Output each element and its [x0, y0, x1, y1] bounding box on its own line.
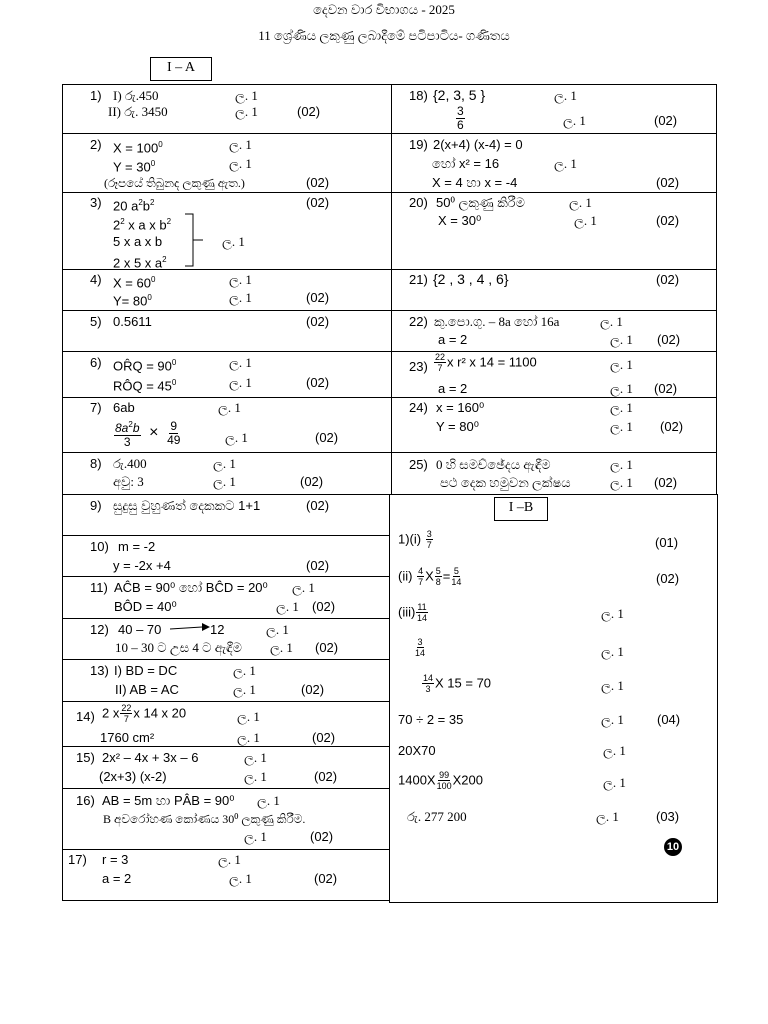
q4-answer-y: $Y= 80^0$ [113, 293, 152, 309]
q3-form-3: 2 x 5 x $a^2$ [113, 255, 167, 271]
q13-number: 13) [90, 663, 109, 678]
q3-form-2: 5 x a x b [113, 234, 163, 249]
q15-answer-a: 2x² – 4x + 3x – 6 [102, 750, 199, 765]
q3-answer: 20 $a^2b^2$ [113, 198, 155, 214]
q22-number: 22) [409, 314, 428, 329]
q23-answer-b: a = 2 [438, 381, 468, 396]
q12-mark-a: ල. 1 [266, 622, 289, 637]
q25-number: 25) [409, 457, 428, 472]
q14-answer-a: 2 x $\frac{22}{7}$ x 14 x 20 [102, 703, 187, 724]
pb-row6: 70 ÷ 2 = 35 [398, 712, 464, 727]
q25-answer-b: පථ දෙක හමුවන ලක්ෂය [440, 475, 571, 490]
pb-row8: 1400X $\frac{99}{100}$ X200 [398, 770, 483, 791]
q2-mark-y: ල. 1 [229, 156, 252, 171]
q23-mark-a: ල. 1 [610, 357, 633, 372]
q4-mark-y: ල. 1 [229, 290, 252, 305]
q2-answer-y: $Y = 30^0$ [113, 159, 156, 175]
q14-mark-a: ල. 1 [237, 709, 260, 724]
pb-row6-total: (04) [657, 712, 681, 727]
q11-answer-a: AĈB = 90⁰ හෝ BĈD = 20⁰ [114, 580, 268, 595]
q19-answer-c: X = 4 හා x = -4 [432, 175, 518, 190]
q9-number: 9) [90, 498, 102, 513]
q6-mark-b: ල. 1 [229, 375, 252, 390]
q15-number: 15) [76, 750, 95, 765]
q3-total: (02) [306, 195, 330, 210]
q7-number: 7) [90, 400, 102, 415]
q21-number: 21) [409, 272, 428, 287]
q11-answer-b: BÔD = 40⁰ [114, 599, 177, 614]
pb-row3: (iii) $\frac{11}{14}$ [398, 602, 427, 623]
q13-answer-b: II) AB = AC [115, 682, 179, 697]
q11-number: 11) [90, 580, 108, 595]
q10-answer-m: m = -2 [118, 539, 156, 554]
q13-mark-a: ල. 1 [233, 663, 256, 678]
q5-number: 5) [90, 314, 102, 329]
q15-mark-b: ල. 1 [244, 769, 267, 784]
q5-total: (02) [306, 314, 330, 329]
q2-total: (02) [306, 175, 330, 190]
q16-mark-a: ල. 1 [257, 793, 280, 808]
q11-mark-b: ල. 1 [276, 599, 299, 614]
q11-mark-a: ල. 1 [292, 580, 315, 595]
q22-answer-b: a = 2 [438, 332, 468, 347]
q8-mark-b: ල. 1 [213, 474, 236, 489]
q25-total: (02) [654, 475, 678, 490]
q2-answer-x: $X = 100^0$ [113, 140, 163, 156]
q1-answer-i: I) රු.450 [113, 88, 159, 103]
q18-number: 18) [409, 88, 428, 103]
q23-answer-a: $\frac{22}{7}$ x r² x 14 = 1100 [435, 352, 537, 373]
q6-answer-b: RÔQ = $45^0$ [113, 378, 177, 394]
q6-answer-a: OR̂Q = $90^0$ [113, 358, 177, 374]
q16-answer-b: B අවරෝහණ කෝණය 30⁰ ලකුණු කිරීම. [103, 812, 306, 826]
q25-mark-b: ල. 1 [610, 475, 633, 490]
q21-total: (02) [656, 272, 680, 287]
q9-answer: සුදුසු වුහුණත් දෙකකට 1+1 [113, 498, 261, 513]
q4-number: 4) [90, 272, 102, 287]
q19-number: 19) [409, 137, 428, 152]
q7-mark-b: ල. 1 [225, 430, 248, 445]
q24-mark-a: ල. 1 [610, 400, 633, 415]
q18-answer: {2, 3, 5 } [433, 87, 486, 103]
q18-mark-a: ල. 1 [554, 88, 577, 103]
q1-answer-ii: II) රු. 3450 [108, 104, 168, 119]
q3-brace [183, 212, 223, 270]
total-marks-badge: 10 [664, 838, 682, 856]
q22-answer-a: කු.පො.ගු. – 8a හෝ 16a [434, 314, 560, 329]
q20-answer-b: X = 30⁰ [438, 213, 482, 228]
q1-total: (02) [297, 104, 321, 119]
pb-row8-mark: ල. 1 [603, 775, 626, 790]
q23-number: 23) [409, 359, 428, 374]
q14-total: (02) [312, 730, 336, 745]
q12-answer-b: 10 – 30 ට උස 4 ට ඇඳීම [115, 640, 242, 655]
q12-total: (02) [315, 640, 339, 655]
pb-row9: රු. 277 200 [407, 809, 467, 824]
part-a-label: I – A [150, 57, 212, 81]
q1-number: 1) [90, 88, 102, 103]
q7-total: (02) [315, 430, 339, 445]
q18-mark-b: ල. 1 [563, 113, 586, 128]
q17-mark-r: ල. 1 [218, 852, 241, 867]
q20-mark-a: ල. 1 [569, 195, 592, 210]
q15-total: (02) [314, 769, 338, 784]
q3-mark: ල. 1 [222, 234, 245, 249]
q24-answer-b: Y = 80⁰ [436, 419, 479, 434]
q19-mark: ල. 1 [554, 156, 577, 171]
exam-subtitle: 11 ශ්‍රේණිය ලකුණු ලබාදීමේ පටිපාටිය- ගණිතය [258, 28, 510, 43]
q20-number: 20) [409, 195, 428, 210]
q12-answer-a: 40 – 70 [118, 622, 162, 637]
q13-total: (02) [301, 682, 325, 697]
q21-answer: {2 , 3 , 4 , 6} [433, 271, 509, 287]
pb-row6-mark: ල. 1 [601, 712, 624, 727]
q11-total: (02) [312, 599, 336, 614]
q13-cell [62, 659, 390, 702]
q5-answer: 0.5611 [113, 314, 152, 329]
pb-row7: 20X70 [398, 743, 436, 758]
q24-answer-a: x = 160⁰ [436, 400, 485, 415]
q24-number: 24) [409, 400, 428, 415]
q6-mark-a: ල. 1 [229, 355, 252, 370]
q18-total: (02) [654, 113, 678, 128]
part-b-label: I –B [494, 497, 548, 521]
q20-mark-b: ල. 1 [574, 213, 597, 228]
pb-row2-total: (02) [656, 571, 680, 586]
q22-mark-a: ල. 1 [600, 314, 623, 329]
pb-row2: (ii) $\frac{4}{7}$ X $\frac{5}{8}$ = $\frac{5}{14}$ [398, 566, 462, 587]
pb-row4-mark: ල. 1 [601, 644, 624, 659]
exam-title: දෙවන වාර විභාගය - 2025 [313, 2, 455, 17]
q17-mark-a: ල. 1 [229, 871, 252, 886]
pb-row5-mark: ල. 1 [601, 678, 624, 693]
q7-mark-a: ල. 1 [218, 400, 241, 415]
q4-mark-x: ල. 1 [229, 272, 252, 287]
q10-cell [62, 535, 390, 577]
q17-number: 17) [68, 852, 87, 867]
q13-mark-b: ල. 1 [233, 682, 256, 697]
q5-cell [62, 310, 392, 352]
q3-cell [62, 192, 392, 270]
pb-row9-mark: ල. 1 [596, 809, 619, 824]
q12-answer-a2: 12 [210, 622, 225, 637]
q3-number: 3) [90, 195, 102, 210]
q6-number: 6) [90, 355, 102, 370]
q24-total: (02) [660, 419, 684, 434]
pb-row5: $\frac{14}{3}$ X 15 = 70 [423, 673, 492, 694]
q12-arrow [170, 623, 210, 633]
q8-mark-a: ල. 1 [213, 456, 236, 471]
q16-total: (02) [310, 829, 334, 844]
q22-mark-b: ල. 1 [610, 332, 633, 347]
pb-row1: 1)(i) $\frac{3}{7}$ [398, 529, 432, 550]
q20-answer-a: 50⁰ ලකුණු කිරීම [436, 195, 525, 210]
q15-answer-b: (2x+3) (x-2) [99, 769, 167, 784]
q8-answer-b: අවු: 3 [113, 474, 144, 489]
q13-answer-a: I) BD = DC [114, 663, 178, 678]
q10-total: (02) [306, 558, 330, 573]
pb-row9-total: (03) [656, 809, 680, 824]
q23-total: (02) [654, 381, 678, 396]
q16-answer-a: AB = 5m හා PÂB = 90⁰ [102, 793, 235, 808]
q6-cell [62, 351, 392, 398]
q20-total: (02) [656, 213, 680, 228]
q4-cell [62, 269, 392, 311]
q17-answer-r: r = 3 [102, 852, 129, 867]
q8-answer-a: රු.400 [113, 456, 147, 471]
pb-row4: $\frac{3}{14}$ [415, 637, 426, 658]
q4-answer-x: $X = 60^0$ [113, 275, 156, 291]
q2-number: 2) [90, 137, 102, 152]
q1-mark-i: ල. 1 [235, 88, 258, 103]
q8-total: (02) [300, 474, 324, 489]
q16-mark-b: ල. 1 [244, 829, 267, 844]
pb-row3-mark: ල. 1 [601, 606, 624, 621]
q12-number: 12) [90, 622, 109, 637]
q18-fraction: $\frac{3}{6}$ [457, 104, 464, 132]
q14-mark-b: ල. 1 [237, 730, 260, 745]
q24-mark-b: ල. 1 [610, 419, 633, 434]
q10-number: 10) [90, 539, 109, 554]
q25-mark-a: ල. 1 [610, 457, 633, 472]
q16-number: 16) [76, 793, 95, 808]
q3-form-1: $2^2$ x a x $b^2$ [113, 217, 172, 233]
q6-total: (02) [306, 375, 330, 390]
q22-total: (02) [657, 332, 681, 347]
q10-answer-y: y = -2x +4 [113, 558, 171, 573]
q15-mark-a: ල. 1 [244, 750, 267, 765]
q2-note: (රූපයේ තිබුනද ලකුණු ඇත.) [104, 176, 245, 190]
q7-answer: 6ab [113, 400, 135, 415]
q23-mark-b: ල. 1 [610, 381, 633, 396]
q19-answer-a: 2(x+4) (x-4) = 0 [433, 137, 523, 152]
q17-answer-a: a = 2 [102, 871, 132, 886]
q14-number: 14) [76, 709, 95, 724]
q14-answer-b: 1760 cm² [100, 730, 155, 745]
q8-number: 8) [90, 456, 102, 471]
q9-total: (02) [306, 498, 330, 513]
q4-total: (02) [306, 290, 330, 305]
q25-answer-a: 0 හි සමච්ඡේදය ඇඳීම [436, 457, 551, 472]
q7-expression: $\frac{8a^2b}{3}$ × $\frac{9}{49}$ [115, 419, 181, 449]
q19-total: (02) [656, 175, 680, 190]
pb-row7-mark: ල. 1 [603, 743, 626, 758]
q17-total: (02) [314, 871, 338, 886]
q12-mark-b: ල. 1 [270, 640, 293, 655]
q19-answer-b: හෝ x² = 16 [432, 156, 500, 171]
pb-row1-total: (01) [655, 535, 679, 550]
q2-mark-x: ල. 1 [229, 137, 252, 152]
q1-mark-ii: ල. 1 [235, 104, 258, 119]
